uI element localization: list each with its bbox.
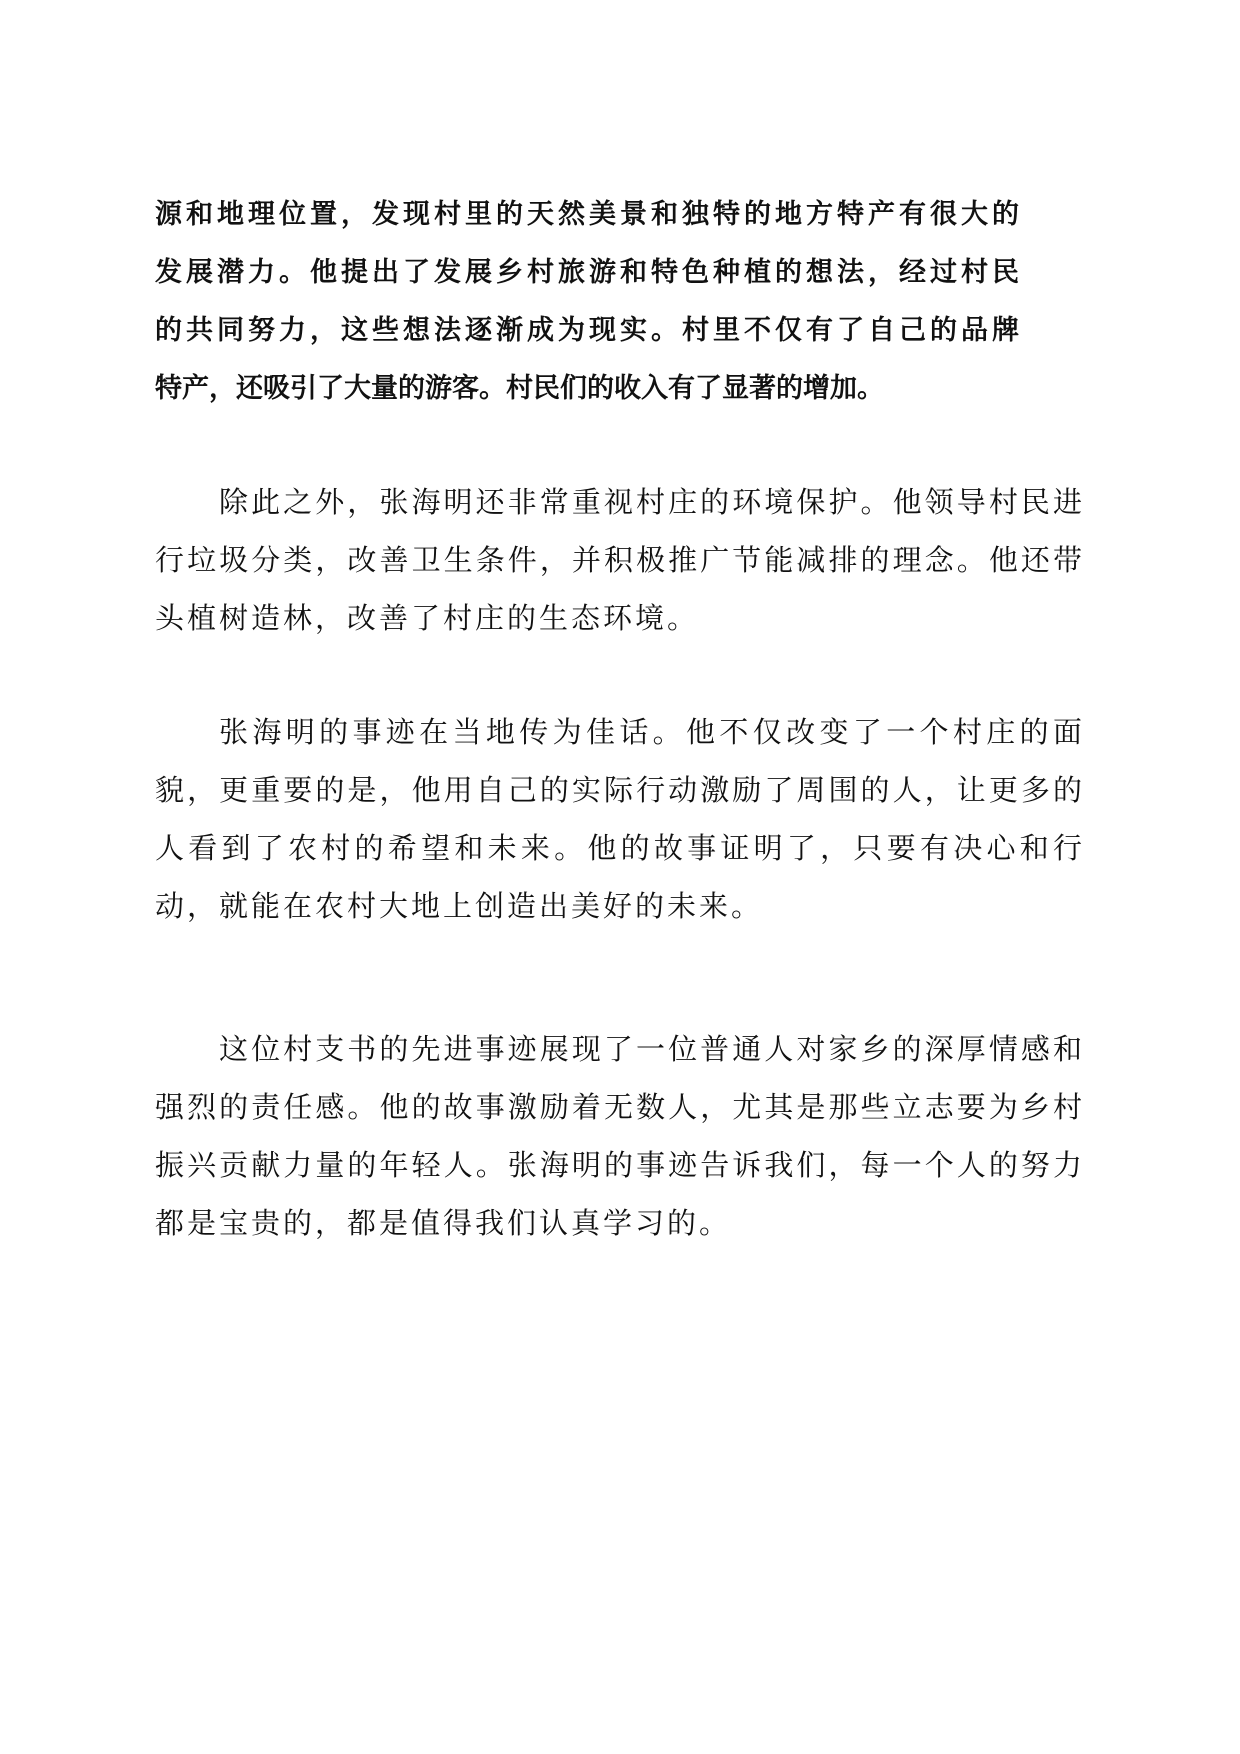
- paragraph-continuation: [155, 186, 1085, 418]
- paragraph-line: 发展潜力。他提出了发展乡村旅游和特色种植的想法，经过村民: [155, 257, 1023, 288]
- paragraph-environment: 除此之外，张海明还非常重视村庄的环境保护。他领导村民进行垃圾分类，改善卫生条件，并积极推广节能减排的理念。他还带头植树造林，改善了村庄的生态环境。: [155, 485, 1085, 635]
- paragraph-conclusion: 这位村支书的先进事迹展现了一位普通人对家乡的深厚情感和强烈的责任感。他的故事激励着无数人，尤其是那些立志要为乡村振兴贡献力量的年轻人。张海明的事迹告诉我们，每一个人的努力都是宝贵的，都是值得我们认真学习的。: [155, 1032, 1085, 1240]
- paragraph-line: 源和地理位置，发现村里的天然美景和独特的地方特产有很大的: [155, 199, 1023, 230]
- paragraph-story: 张海明的事迹在当地传为佳话。他不仅改变了一个村庄的面貌，更重要的是，他用自己的实际行动激励了周围的人，让更多的人看到了农村的希望和未来。他的故事证明了，只要有决心和行动，就能在农村大地上创造出美好的未来。: [155, 715, 1085, 923]
- paragraph-line: 的共同努力，这些想法逐渐成为现实。村里不仅有了自己的品牌: [155, 315, 1023, 346]
- paragraph-line: 特产，还吸引了大量的游客。村民们的收入有了显著的增加。: [155, 373, 884, 404]
